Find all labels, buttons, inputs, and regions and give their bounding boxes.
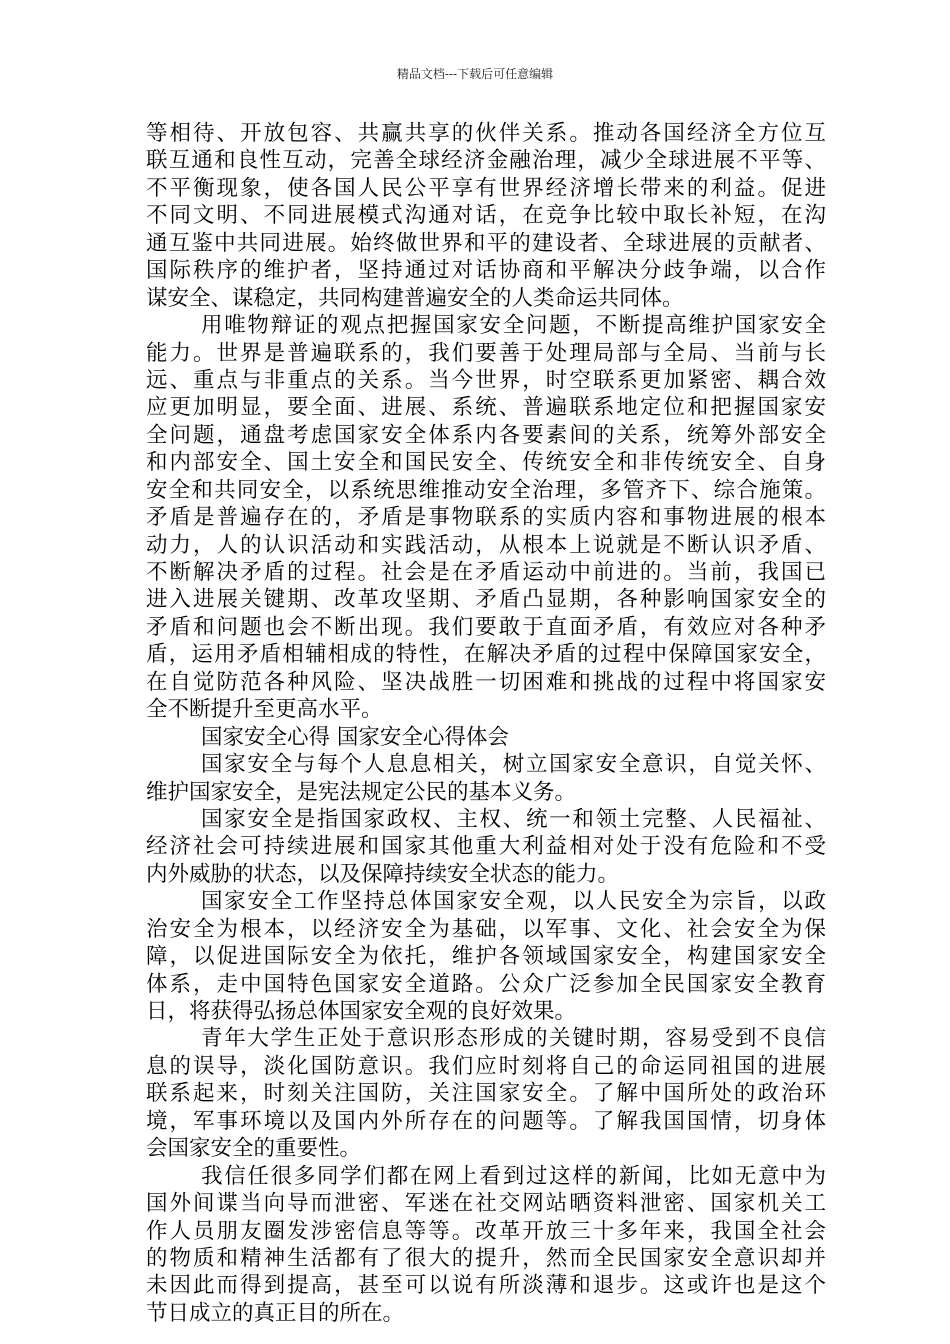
text-line: 内外威胁的状态，以及保障持续安全状态的能力。	[146, 861, 620, 887]
text-line: 经济社会可持续进展和国家其他重大利益相对处于没有危险和不受	[146, 834, 826, 860]
paragraph-first-line: 国家安全是指国家政权、主权、统一和领土完整、人民福祉、	[201, 806, 826, 832]
paragraph-first-line: 我信任很多同学们都在网上看到过这样的新闻，比如无意中为	[201, 1163, 826, 1189]
text-line: 全不断提升至更高水平。	[146, 697, 383, 723]
text-line: 节日成立的真正目的所在。	[146, 1300, 405, 1326]
text-line: 应更加明显，要全面、进展、系统、普遍联系地定位和把握国家安	[146, 395, 826, 421]
text-line: 维护国家安全，是宪法规定公民的基本义务。	[146, 779, 577, 805]
paragraph-first-line: 用唯物辩证的观点把握国家安全问题，不断提高维护国家安全	[201, 313, 826, 339]
text-line: 动力，人的认识活动和实践活动，从根本上说就是不断认识矛盾、	[146, 532, 826, 558]
text-line: 能力。世界是普遍联系的，我们要善于处理局部与全局、当前与长	[146, 340, 826, 366]
text-line: 息的误导，淡化国防意识。我们应时刻将自己的命运同祖国的进展	[146, 1053, 826, 1079]
text-line: 未因此而得到提高，甚至可以说有所淡薄和退步。这或许也是这个	[146, 1273, 826, 1299]
text-line: 障，以促进国际安全为依托，维护各领域国家安全，构建国家安全	[146, 944, 826, 970]
text-line: 谋安全、谋稳定，共同构建普遍安全的人类命运共同体。	[146, 285, 684, 311]
text-line: 联互通和良性互动，完善全球经济金融治理，减少全球进展不平等、	[146, 148, 826, 174]
text-line: 会国家安全的重要性。	[146, 1136, 362, 1162]
text-line: 全问题，通盘考虑国家安全体系内各要素间的关系，统筹外部安全	[146, 422, 826, 448]
text-line: 远、重点与非重点的关系。当今世界，时空联系更加紧密、耦合效	[146, 367, 826, 393]
text-line: 矛盾和问题也会不断出现。我们要敢于直面矛盾，有效应对各种矛	[146, 614, 826, 640]
text-line: 国外间谍当向导而泄密、军迷在社交网站晒资料泄密、国家机关工	[146, 1191, 826, 1217]
text-line: 国际秩序的维护者，坚持通过对话协商和平解决分歧争端，以合作	[146, 258, 826, 284]
text-line: 和内部安全、国土安全和国民安全、传统安全和非传统安全、自身	[146, 450, 826, 476]
text-line: 日，将获得弘扬总体国家安全观的良好效果。	[146, 999, 577, 1024]
text-line: 通互鉴中共同进展。始终做世界和平的建设者、全球进展的贡献者、	[146, 230, 826, 256]
document-body	[146, 120, 826, 1327]
text-line: 联系起来，时刻关注国防，关注国家安全。了解中国所处的政治环	[146, 1081, 826, 1107]
text-line: 盾，运用矛盾相辅相成的特性，在解决矛盾的过程中保障国家安全，	[146, 642, 826, 668]
paragraph-first-line: 国家安全心得 国家安全心得体会	[201, 724, 509, 750]
text-line: 不同文明、不同进展模式沟通对话，在竞争比较中取长补短，在沟	[146, 203, 826, 229]
page-header: 精品文档---下载后可任意编辑	[396, 67, 554, 81]
paragraph-first-line: 国家安全工作坚持总体国家安全观，以人民安全为宗旨，以政	[201, 889, 826, 915]
text-line: 体系，走中国特色国家安全道路。公众广泛参加全民国家安全教育	[146, 971, 826, 997]
text-line: 等相待、开放包容、共赢共享的伙伴关系。推动各国经济全方位互	[146, 121, 826, 146]
text-line: 境，军事环境以及国内外所存在的问题等。了解我国国情，切身体	[146, 1108, 826, 1134]
text-line: 在自觉防范各种风险、坚决战胜一切困难和挑战的过程中将国家安	[146, 669, 826, 695]
text-line: 矛盾是普遍存在的，矛盾是事物联系的实质内容和事物进展的根本	[146, 505, 826, 531]
text-line: 作人员朋友圈发涉密信息等等。改革开放三十多年来，我国全社会	[146, 1218, 826, 1244]
text-line: 不平衡现象，使各国人民公平享有世界经济增长带来的利益。促进	[146, 175, 826, 201]
paragraph-first-line: 国家安全与每个人息息相关，树立国家安全意识，自觉关怀、	[201, 752, 826, 778]
text-line: 治安全为根本，以经济安全为基础，以军事、文化、社会安全为保	[146, 916, 826, 942]
text-line: 不断解决矛盾的过程。社会是在矛盾运动中前进的。当前，我国已	[146, 560, 826, 585]
text-line: 进入进展关键期、改革攻坚期、矛盾凸显期，各种影响国家安全的	[146, 587, 826, 613]
text-line: 安全和共同安全，以系统思维推动安全治理，多管齐下、综合施策。	[146, 477, 826, 503]
paragraph-first-line: 青年大学生正处于意识形态形成的关键时期，容易受到不良信	[201, 1026, 826, 1052]
text-line: 的物质和精神生活都有了很大的提升，然而全民国家安全意识却并	[146, 1245, 826, 1271]
